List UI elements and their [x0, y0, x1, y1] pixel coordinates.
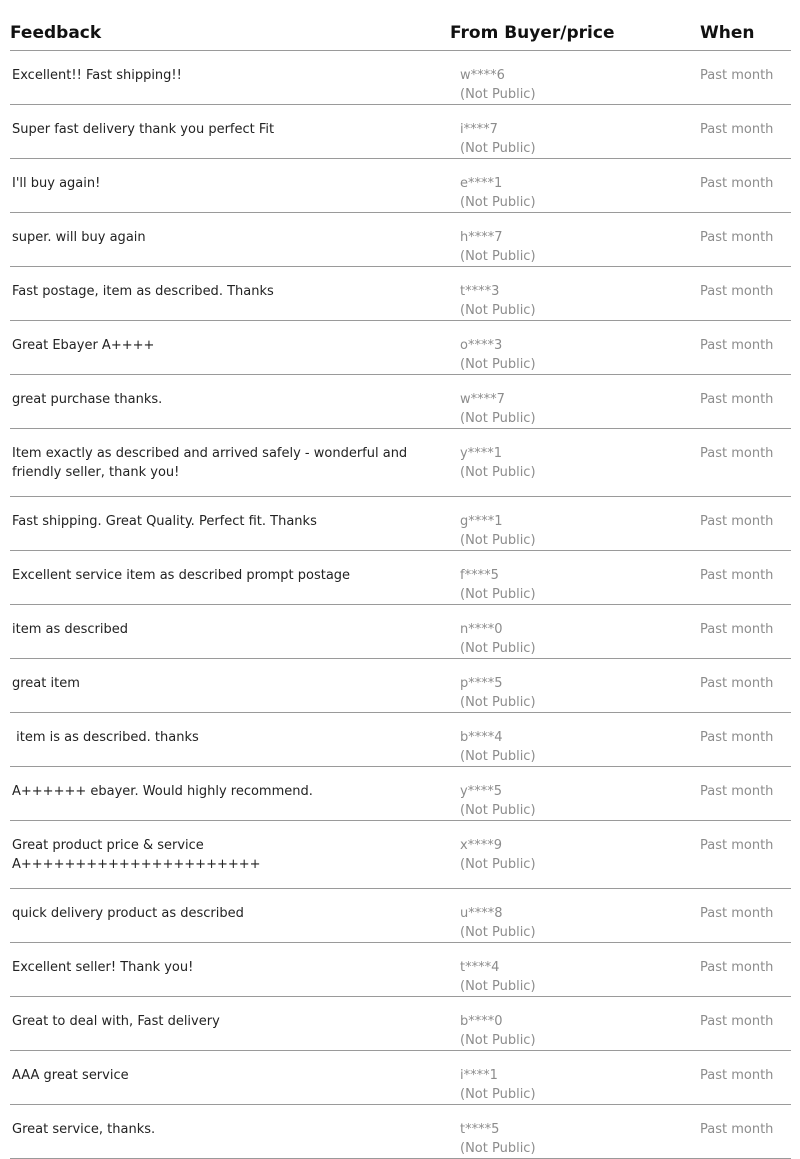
- feedback-when: Past month: [680, 51, 791, 105]
- feedback-when: Past month: [680, 943, 791, 997]
- buyer-id: f****5: [460, 568, 499, 583]
- buyer-id: y****5: [460, 784, 502, 799]
- feedback-when: Past month: [680, 105, 791, 159]
- buyer-cell: [430, 159, 680, 213]
- feedback-when: Past month: [680, 1051, 791, 1105]
- feedback-when: Past month: [680, 429, 791, 497]
- table-row: [10, 889, 791, 943]
- feedback-when: Past month: [680, 551, 791, 605]
- buyer-cell: [430, 375, 680, 429]
- buyer-visibility: (Not Public): [460, 1141, 536, 1156]
- table-row: [10, 105, 791, 159]
- table-row: [10, 551, 791, 605]
- buyer-cell: [430, 943, 680, 997]
- feedback-comment: Great Ebayer A++++: [10, 321, 430, 375]
- buyer-visibility: (Not Public): [460, 195, 536, 210]
- feedback-comment: Fast shipping. Great Quality. Perfect fit. Thanks: [10, 497, 430, 551]
- buyer-cell: [430, 605, 680, 659]
- buyer-cell: [430, 1051, 680, 1105]
- feedback-when: Past month: [680, 1105, 791, 1159]
- feedback-comment: Item exactly as described and arrived safely - wonderful and friendly seller, thank you!: [10, 429, 430, 497]
- buyer-cell: [430, 51, 680, 105]
- buyer-visibility: (Not Public): [460, 749, 536, 764]
- buyer-id: w****6: [460, 68, 505, 83]
- column-header-when: When: [680, 18, 791, 51]
- buyer-cell: [430, 659, 680, 713]
- buyer-id: t****5: [460, 1122, 500, 1137]
- buyer-cell: [430, 497, 680, 551]
- buyer-visibility: (Not Public): [460, 1087, 536, 1102]
- buyer-cell: [430, 889, 680, 943]
- buyer-id: i****7: [460, 122, 498, 137]
- buyer-visibility: (Not Public): [460, 465, 536, 480]
- feedback-comment: item is as described. thanks: [10, 713, 430, 767]
- buyer-id: w****7: [460, 392, 505, 407]
- buyer-id: g****1: [460, 514, 503, 529]
- table-row: [10, 267, 791, 321]
- feedback-comment: Fast postage, item as described. Thanks: [10, 267, 430, 321]
- feedback-comment: Excellent service item as described prompt postage: [10, 551, 430, 605]
- table-row: [10, 713, 791, 767]
- buyer-visibility: (Not Public): [460, 357, 536, 372]
- buyer-cell: [430, 821, 680, 889]
- feedback-when: Past month: [680, 321, 791, 375]
- table-row: [10, 1105, 791, 1159]
- buyer-cell: [430, 713, 680, 767]
- feedback-when: Past month: [680, 767, 791, 821]
- buyer-visibility: (Not Public): [460, 979, 536, 994]
- buyer-cell: [430, 267, 680, 321]
- buyer-id: t****3: [460, 284, 500, 299]
- buyer-visibility: (Not Public): [460, 641, 536, 656]
- feedback-comment: Great product price & service A++++++++++++++++++++++: [10, 821, 430, 889]
- feedback-when: Past month: [680, 497, 791, 551]
- table-row: [10, 943, 791, 997]
- feedback-when: Past month: [680, 375, 791, 429]
- table-row: [10, 375, 791, 429]
- feedback-when: Past month: [680, 997, 791, 1051]
- buyer-visibility: (Not Public): [460, 87, 536, 102]
- buyer-visibility: (Not Public): [460, 249, 536, 264]
- buyer-id: t****4: [460, 960, 500, 975]
- buyer-cell: [430, 1105, 680, 1159]
- feedback-comment: I'll buy again!: [10, 159, 430, 213]
- table-row: [10, 821, 791, 889]
- buyer-id: u****8: [460, 906, 503, 921]
- feedback-table: [10, 18, 791, 1159]
- feedback-comment: Great service, thanks.: [10, 1105, 430, 1159]
- buyer-id: p****5: [460, 676, 503, 691]
- buyer-id: n****0: [460, 622, 503, 637]
- feedback-when: Past month: [680, 659, 791, 713]
- feedback-comment: Excellent seller! Thank you!: [10, 943, 430, 997]
- buyer-cell: [430, 551, 680, 605]
- table-row: [10, 997, 791, 1051]
- feedback-when: Past month: [680, 159, 791, 213]
- feedback-comment: quick delivery product as described: [10, 889, 430, 943]
- feedback-when: Past month: [680, 605, 791, 659]
- buyer-visibility: (Not Public): [460, 533, 536, 548]
- feedback-comment: AAA great service: [10, 1051, 430, 1105]
- buyer-visibility: (Not Public): [460, 411, 536, 426]
- feedback-comment: A++++++ ebayer. Would highly recommend.: [10, 767, 430, 821]
- buyer-visibility: (Not Public): [460, 303, 536, 318]
- buyer-visibility: (Not Public): [460, 1033, 536, 1048]
- buyer-id: i****1: [460, 1068, 498, 1083]
- buyer-cell: [430, 429, 680, 497]
- feedback-when: Past month: [680, 821, 791, 889]
- table-row: [10, 321, 791, 375]
- buyer-id: o****3: [460, 338, 503, 353]
- buyer-visibility: (Not Public): [460, 141, 536, 156]
- table-row: [10, 659, 791, 713]
- feedback-comment: Excellent!! Fast shipping!!: [10, 51, 430, 105]
- feedback-when: Past month: [680, 267, 791, 321]
- buyer-id: b****4: [460, 730, 503, 745]
- table-row: [10, 605, 791, 659]
- table-row: [10, 51, 791, 105]
- feedback-comment: Super fast delivery thank you perfect Fit: [10, 105, 430, 159]
- table-row: [10, 1051, 791, 1105]
- feedback-when: Past month: [680, 713, 791, 767]
- buyer-visibility: (Not Public): [460, 857, 536, 872]
- feedback-comment: super. will buy again: [10, 213, 430, 267]
- buyer-cell: [430, 997, 680, 1051]
- buyer-cell: [430, 321, 680, 375]
- buyer-visibility: (Not Public): [460, 587, 536, 602]
- buyer-visibility: (Not Public): [460, 695, 536, 710]
- buyer-cell: [430, 767, 680, 821]
- table-row: [10, 767, 791, 821]
- feedback-comment: item as described: [10, 605, 430, 659]
- feedback-when: Past month: [680, 889, 791, 943]
- buyer-id: x****9: [460, 838, 502, 853]
- buyer-id: e****1: [460, 176, 503, 191]
- feedback-when: Past month: [680, 213, 791, 267]
- column-header-feedback: Feedback: [10, 18, 430, 51]
- table-header-row: [10, 18, 791, 51]
- buyer-id: y****1: [460, 446, 502, 461]
- buyer-id: h****7: [460, 230, 503, 245]
- feedback-comment: Great to deal with, Fast delivery: [10, 997, 430, 1051]
- feedback-comment: great purchase thanks.: [10, 375, 430, 429]
- buyer-cell: [430, 105, 680, 159]
- buyer-cell: [430, 213, 680, 267]
- table-row: [10, 497, 791, 551]
- column-header-from-buyer-price: From Buyer/price: [430, 18, 680, 51]
- table-row: [10, 159, 791, 213]
- buyer-visibility: (Not Public): [460, 925, 536, 940]
- buyer-id: b****0: [460, 1014, 503, 1029]
- feedback-comment: great item: [10, 659, 430, 713]
- buyer-visibility: (Not Public): [460, 803, 536, 818]
- table-row: [10, 213, 791, 267]
- table-row: [10, 429, 791, 497]
